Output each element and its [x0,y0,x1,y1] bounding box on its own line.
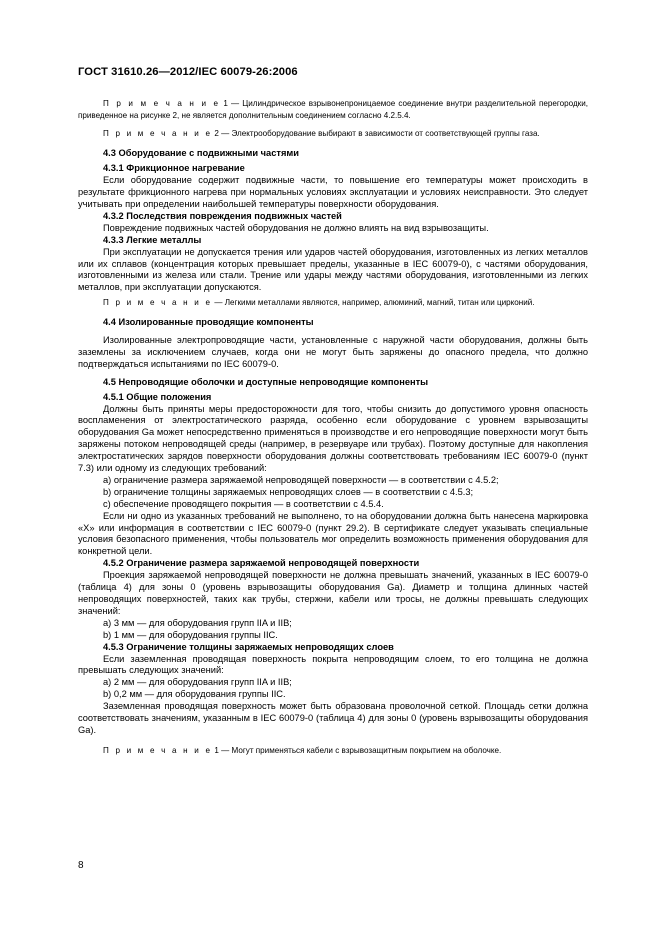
section-4-3-2-title: 4.3.2 Последствия повреждения подвижных частей [103,210,342,221]
paragraph: Если заземленная проводящая поверхность покрыта непроводящим слоем, то его толщина не должна превышать следующих значений: [78,653,588,676]
page-body [78,98,588,757]
section-4-3-1-title: 4.3.1 Фрикционное нагревание [103,163,245,174]
section-4-5-1-title: 4.5.1 Общие положения [103,391,212,402]
paragraph: Повреждение подвижных частей оборудования не должно влиять на вид взрывозащиты. [103,222,489,233]
section-4-5-title: 4.5 Непроводящие оболочки и доступные непроводящие компоненты [103,376,429,387]
section-4-3-3-title: 4.3.3 Легкие металлы [103,234,202,245]
section-4-3-title: 4.3 Оборудование с подвижными частями [103,148,299,159]
paragraph: Если ни одно из указанных требований не выполнено, то на оборудовании должна быть нанесена маркировка «X» или информация в соответствии с IEC 60079-0 (пункт 29.2). В сертификате следует указывать специальные условия безопасного применения, чтобы пользователь мог определить возможность применения оборудования для конкретной цели. [78,510,588,557]
paragraph: Изолированные электропроводящие части, установленные с наружной части оборудования, должны быть заземлены за исключением случаев, когда они не могут быть заряжены до опасного предела, что должно подтверждаться испытаниями по IEC 60079-0. [78,334,588,369]
page-number: 8 [78,860,84,871]
list-item: b) ограничение толщины заряжаемых непроводящих слоев — в соответствии с 4.5.3; [103,486,474,497]
paragraph: При эксплуатации не допускается трения или ударов частей оборудования, изготовленных из легких металлов или их сплавов (концентрация которых превышает пределы, указанные в IEC 60079-0), с частями оборудования, изготовленными из железа или стали. Трение или удары между частями оборудования, изготовленными из легких металлов, при эксплуатации допускаются. [78,246,588,293]
note-cables: П р и м е ч а н и е 1 — Могут применяться кабели с взрывозащитным покрытием на оболочке. [103,745,502,755]
section-4-5-3-title: 4.5.3 Ограничение толщины заряжаемых непроводящих слоев [103,641,394,652]
list-item: a) 3 мм — для оборудования групп IIA и IIB; [103,617,292,628]
list-item: c) обеспечение проводящего покрытия — в соответствии с 4.5.4. [103,498,384,509]
paragraph: Проекция заряжаемой непроводящей поверхности не должна превышать значений, указанных в IEC 60079-0 (таблица 4) для зоны 0 (уровень взрывозащиты оборудования Ga). Диаметр и толщина длинных частей непроводящих поверхностей, таких как трубы, стержни, кабели или тросы, не должны превышать следующих значений: [78,570,588,616]
section-4-5-2-title: 4.5.2 Ограничение размера заряжаемой непроводящей поверхности [103,558,420,569]
list-item: b) 1 мм — для оборудования группы IIC. [103,629,278,640]
running-header: ГОСТ 31610.26—2012/IEC 60079-26:2006 [78,66,298,78]
paragraph: Если оборудование содержит подвижные части, то повышение его температуры может происходить в результате фрикционного нагрева при нормальных условиях эксплуатации и условиях неисправности. Это следует учитывать при определении наибольшей температуры поверхности оборудования. [78,175,588,210]
list-item: a) ограничение размера заряжаемой непроводящей поверхности — в соответствии с 4.5.2; [103,474,499,485]
note-light-metals: П р и м е ч а н и е — Легкими металлами являются, например, алюминий, магний, титан или цирконий. [103,298,535,308]
list-item: a) 2 мм — для оборудования групп IIA и IIB; [103,677,292,688]
section-4-4-title: 4.4 Изолированные проводящие компоненты [103,317,314,328]
paragraph: Заземленная проводящая поверхность может быть образована проволочной сеткой. Площадь сетки должна соответствовать значениям, указанным в IEC 60079-0 (таблица 4) для зоны 0 (уровень взрывозащиты оборудования Ga). [78,701,588,735]
note-2: П р и м е ч а н и е 2 — Электрооборудование выбирают в зависимости от соответствующей группы газа. [103,128,540,138]
list-item: b) 0,2 мм — для оборудования группы IIC. [103,689,286,700]
paragraph: Должны быть приняты меры предосторожности для того, чтобы снизить до допустимого уровня опасность воспламенения от электростатического разряда, особенно если оборудование с уровнем взрывозащиты оборудования Ga может непосредственно применяться в производстве и его непроводящие поверхности могут быть заряжены потоком непроводящей среды (например, в резервуаре или трубах). Поэтому доступные для накопления электростатических зарядов поверхности оборудования должны соответствовать требованиям IEC 60079-0 (пункт 7.3) или одному из следующих требований: [78,403,588,474]
note-1: П р и м е ч а н и е 1 — Цилиндрическое взрывонепроницаемое соединение внутри разделительной перегородки, приведенное на рисунке 2, не является дополнительным соединением согласно 4.2.5.4. [78,99,588,120]
